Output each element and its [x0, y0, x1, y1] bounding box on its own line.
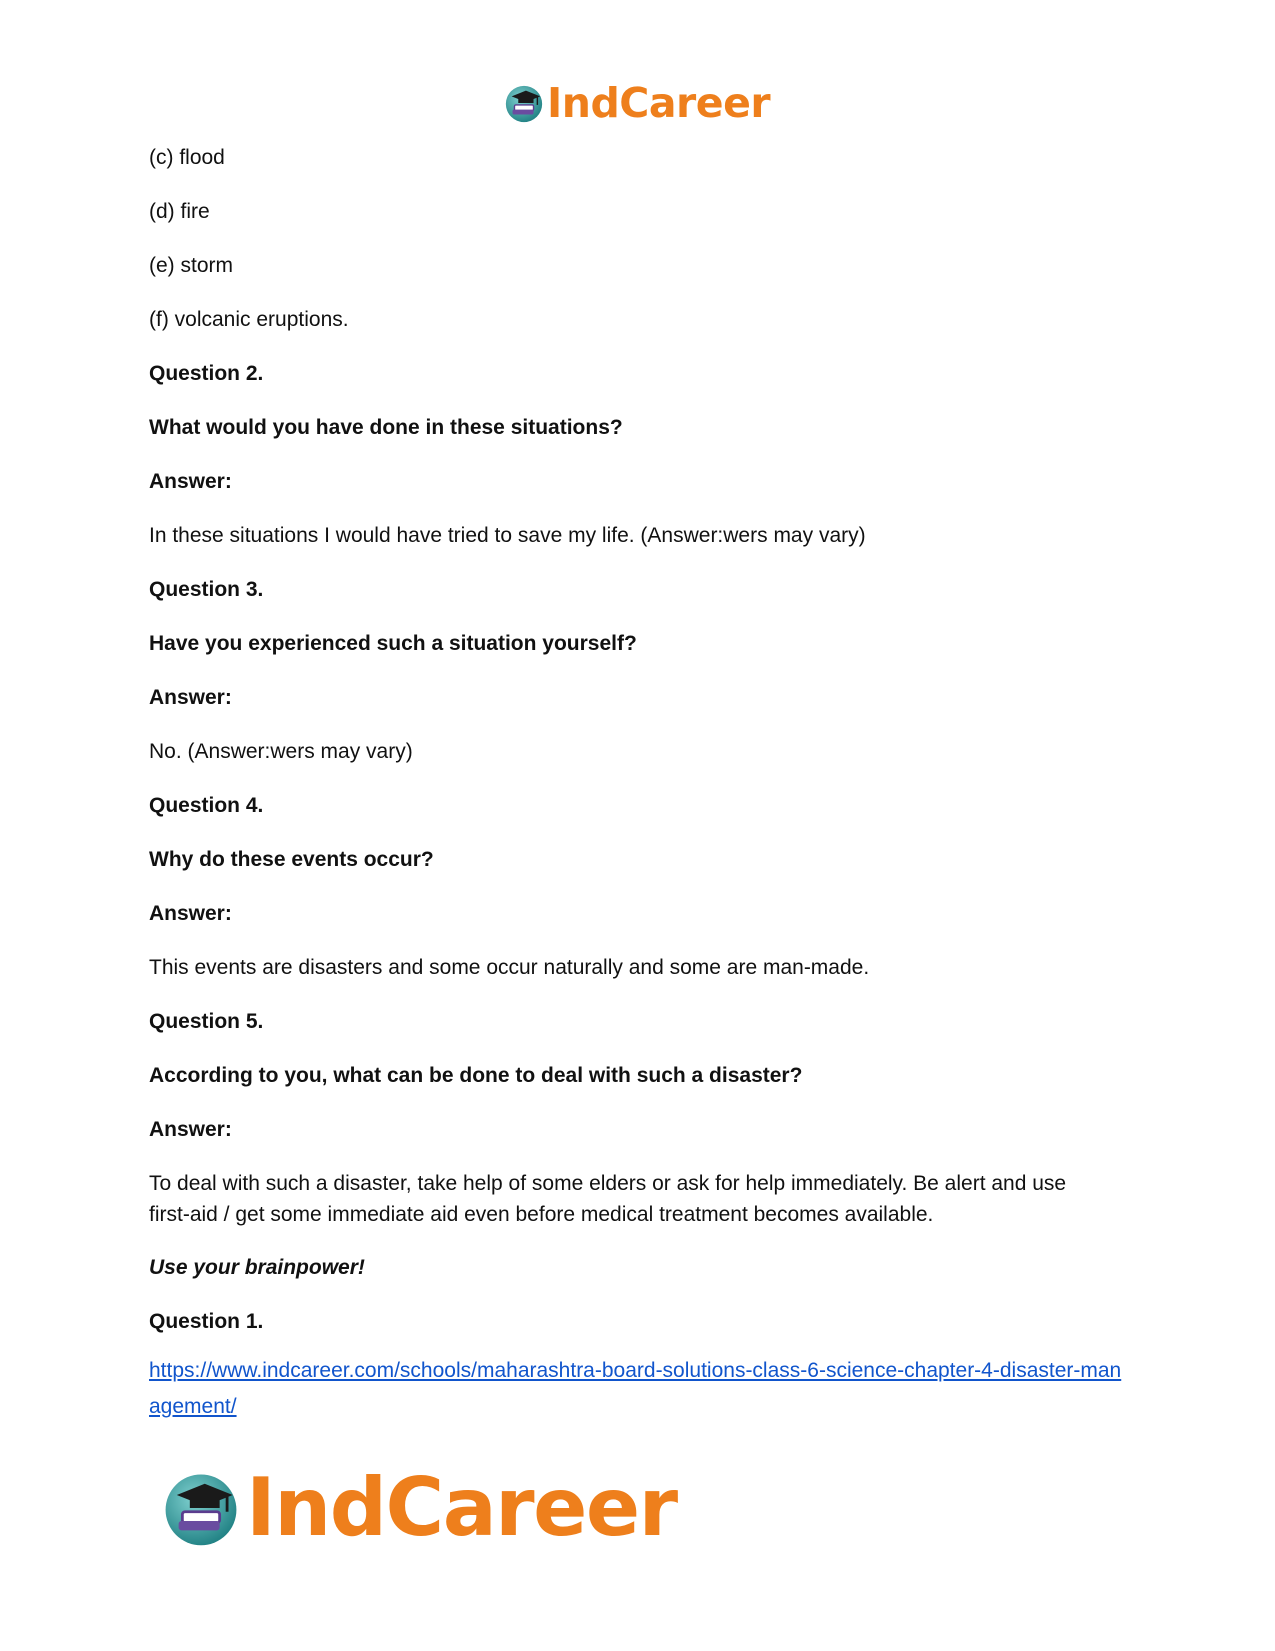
- answer-label: Answer:: [149, 902, 232, 925]
- logo-wordmark: IndCareer: [547, 79, 771, 127]
- question-label: Question 4.: [149, 794, 264, 817]
- question-text: According to you, what can be done to deal with such a disaster?: [149, 1064, 803, 1087]
- logo-wordmark: IndCareer: [246, 1461, 677, 1554]
- question-label: Question 3.: [149, 578, 264, 601]
- answer-text: To deal with such a disaster, take help of some elders or ask for help immediately. Be alert and use first-aid / get some immediate aid even before medical treatment becomes available.: [149, 1172, 1067, 1226]
- question-label: Question 1.: [149, 1310, 264, 1333]
- footer-logo: [160, 1461, 677, 1554]
- question-text: Have you experienced such a situation yourself?: [149, 632, 637, 655]
- question-text: What would you have done in these situations?: [149, 416, 623, 439]
- question-label: Question 5.: [149, 1010, 264, 1033]
- list-item: (e) storm: [149, 254, 233, 277]
- question-text: Why do these events occur?: [149, 848, 434, 871]
- answer-label: Answer:: [149, 686, 232, 709]
- graduation-book-globe-icon: [503, 82, 545, 124]
- answer-text: No. (Answer:wers may vary): [149, 740, 413, 763]
- list-item: (c) flood: [149, 146, 225, 169]
- header-logo: [503, 80, 770, 126]
- answer-text: In these situations I would have tried to save my life. (Answer:wers may vary): [149, 524, 866, 547]
- list-item: (f) volcanic eruptions.: [149, 308, 349, 331]
- question-label: Question 2.: [149, 362, 264, 385]
- list-item: (d) fire: [149, 200, 210, 223]
- answer-label: Answer:: [149, 1118, 232, 1141]
- source-url-link[interactable]: https://www.indcareer.com/schools/maharashtra-board-solutions-class-6-science-chapter-4-disaster-management/: [149, 1359, 1122, 1418]
- section-heading: Use your brainpower!: [149, 1256, 365, 1279]
- graduation-book-globe-icon: [160, 1467, 242, 1549]
- answer-text: This events are disasters and some occur naturally and some are man-made.: [149, 956, 870, 979]
- answer-label: Answer:: [149, 470, 232, 493]
